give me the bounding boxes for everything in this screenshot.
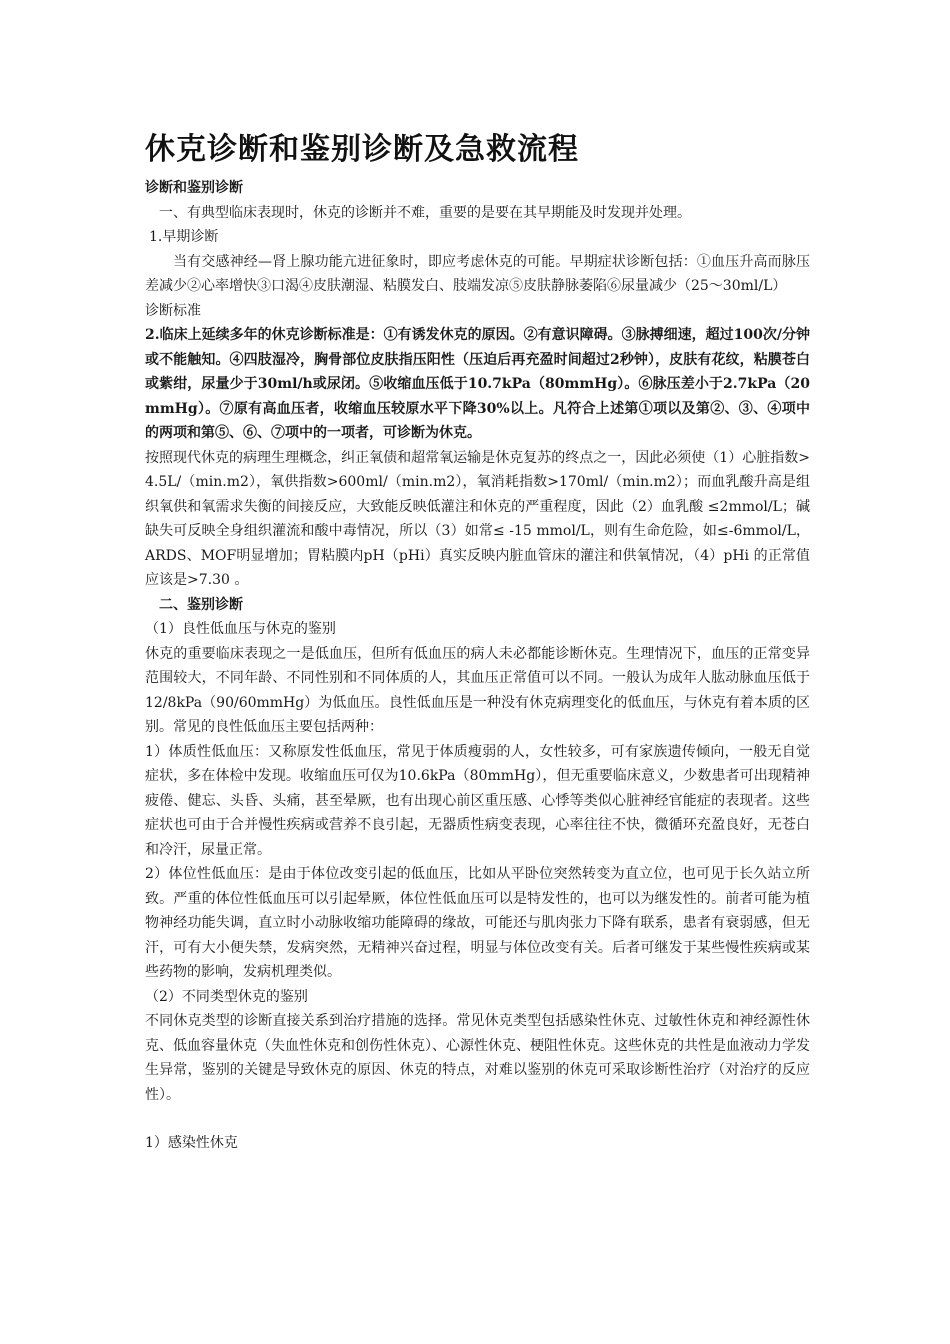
paragraph: 二、鉴别诊断 [159,596,243,613]
paragraph: 不同休克类型的诊断直接关系到治疗措施的选择。常见休克类型包括感染性休克、过敏性休克和神经源性休克、低血容量休克（失血性休克和创伤性休克）、心源性休克、梗阻性休克。这些休克的共性是血液动力学发生异常，鉴别的关键是导致休克的原因、休克的特点，对难以鉴别的休克可采取诊断性治疗（对治疗的反应性）。 [145,1013,810,1103]
paragraph: 休克的重要临床表现之一是低血压，但所有低血压的病人未必都能诊断休克。生理情况下，血压的正常变异范围较大，不同年龄、不同性别和不同体质的人，其血压正常值可以不同。一般认为成年人肱动脉血压低于12/8kPa（90/60mmHg）为低血压。良性低血压是一种没有休克病理变化的低血压，与休克有着本质的区别。常见的良性低血压主要包括两种： [145,645,810,735]
document-page [145,128,810,1156]
paragraph: 当有交感神经—肾上腺功能亢进征象时，即应考虑休克的可能。早期症状诊断包括：①血压升高而脉压差减少②心率增快③口渴④皮肤潮湿、粘膜发白、肢端发凉⑤皮肤静脉萎陷⑥尿量减少（25～30ml/L） [145,253,810,294]
paragraph: 1）感染性休克 [145,1135,238,1151]
paragraph: 2）体位性低血压：是由于体位改变引起的低血压，比如从平卧位突然转变为直立位，也可见于长久站立所致。严重的体位性低血压可以引起晕厥，体位性低血压可以是特发性的，也可以为继发性的。前者可能为植物神经功能失调，直立时小动脉收缩功能障碍的缘故，可能还与肌肉张力下降有联系，患者有衰弱感，但无汗，可有大小便失禁，发病突然，无精神兴奋过程，明显与体位改变有关。后者可继发于某些慢性疾病或某些药物的影响，发病机理类似。 [145,866,810,980]
paragraph: 诊断和鉴别诊断 [145,180,243,196]
blank-line [145,1107,810,1131]
paragraph: 诊断标准 [145,302,201,319]
document-title: 休克诊断和鉴别诊断及急救流程 [145,132,579,167]
document-body [145,176,810,1156]
paragraph: 1）体质性低血压：又称原发性低血压，常见于体质瘦弱的人，女性较多，可有家族遗传倾向，一般无自觉症状，多在体检中发现。收缩血压可仅为10.6kPa（80mmHg），但无重要临床意义，少数患者可出现精神疲倦、健忘、头昏、头痛，甚至晕厥，也有出现心前区重压感、心悸等类似心脏神经官能症的表现者。这些症状也可由于合并慢性疾病或营养不良引起，无器质性病变表现，心率往往不快，微循环充盈良好，无苍白和冷汗，尿量正常。 [145,743,810,858]
paragraph: （1）良性低血压与休克的鉴别 [145,621,336,637]
paragraph: （2）不同类型休克的鉴别 [145,988,308,1005]
paragraph: 一、有典型临床表现时，休克的诊断并不难，重要的是要在其早期能及时发现并处理。 [159,204,691,221]
paragraph: 2.临床上延续多年的休克诊断标准是：①有诱发休克的原因。②有意识障碍。③脉搏细速，超过100次/分钟或不能触知。④四肢湿冷，胸骨部位皮肤指压阳性（压迫后再充盈时间超过2秒钟），皮肤有花纹，粘膜苍白或紫绀，尿量少于30ml/h或尿闭。⑤收缩血压低于10.7kPa（80mmHg）。⑥脉压差小于2.7kPa（20mmHg）。⑦原有高血压者，收缩血压较原水平下降30%以上。凡符合上述第①项以及第②、③、④项中的两项和第⑤、⑥、⑦项中的一项者，可诊断为休克。 [145,327,810,441]
paragraph: 1.早期诊断 [149,229,219,245]
paragraph: 按照现代休克的病理生理概念，纠正氧债和超常氧运输是休克复苏的终点之一，因此必须使（1）心脏指数>4.5L/（min.m2），氧供指数>600ml/（min.m2），氧消耗指数>170ml/（min.m2）；而血乳酸升高是组织氧供和氧需求失衡的间接反应，大致能反映低灌注和休克的严重程度，因此（2）血乳酸 ≤2mmol/L；碱缺失可反映全身组织灌流和酸中毒情况，所以（3）如常≤ -15 mmol/L，则有生命危险，如≤-6mmol/L，ARDS、MOF明显增加；胃粘膜内pH（pHi）真实反映内脏血管床的灌注和供氧情况，（4）pHi 的正常值应该是>7.30 。 [145,449,810,588]
